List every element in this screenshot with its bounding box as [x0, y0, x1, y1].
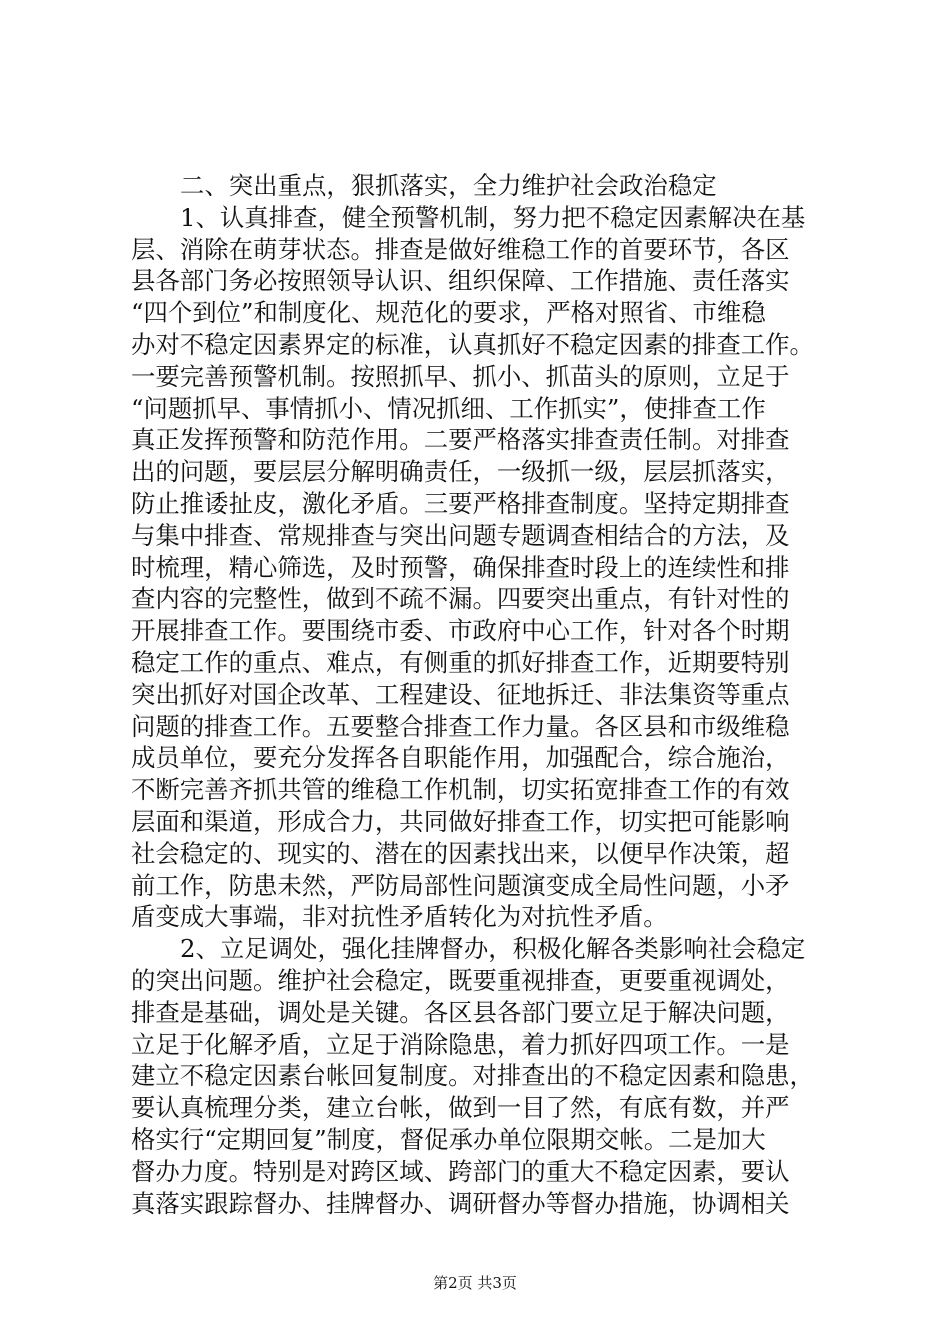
- text-line: 稳定工作的重点、难点，有侧重的抓好排查工作，近期要特别: [131, 647, 790, 677]
- text-line: 查内容的完整性，做到不疏不漏。四要突出重点，有针对性的: [131, 584, 790, 614]
- text-line: 2、立足调处，强化挂牌督办，积极化解各类影响社会稳定: [180, 934, 806, 964]
- text-line: 要认真梳理分类，建立台帐，做到一目了然，有底有数，并严: [131, 1093, 790, 1123]
- text-line: 防止推诿扯皮，激化矛盾。三要严格排查制度。坚持定期排查: [131, 488, 790, 518]
- text-line: 立足于化解矛盾，立足于消除隐患，着力抓好四项工作。一是: [131, 1029, 790, 1059]
- paragraph-1: [131, 202, 827, 933]
- text-line: 1、认真排查，健全预警机制，努力把不稳定因素解决在基: [180, 202, 806, 232]
- text-line: 问题的排查工作。五要整合排查工作力量。各区县和市级维稳: [131, 711, 790, 741]
- text-line: 开展排查工作。要围绕市委、市政府中心工作，针对各个时期: [131, 616, 790, 646]
- document-body: [131, 170, 827, 1219]
- text-line: 前工作，防患未然，严防局部性问题演变成全局性问题，小矛: [131, 870, 790, 900]
- text-line: 层面和渠道，形成合力，共同做好排查工作，切实把可能影响: [131, 806, 790, 836]
- section-heading: 二、突出重点，狠抓落实，全力维护社会政治稳定: [180, 171, 717, 200]
- text-line: 真正发挥预警和防范作用。二要严格落实排查责任制。对排查: [131, 425, 790, 455]
- text-line: 格实行“定期回复”制度，督促承办单位限期交帐。二是加大: [131, 1124, 766, 1154]
- text-line: “问题抓早、事情抓小、情况抓细、工作抓实”，使排查工作: [131, 393, 766, 423]
- text-line: 成员单位，要充分发挥各自职能作用，加强配合，综合施治，: [131, 743, 790, 773]
- text-line: 时梳理，精心筛选，及时预警，确保排查时段上的连续性和排: [131, 552, 790, 582]
- text-line: 社会稳定的、现实的、潜在的因素找出来，以便早作决策，超: [131, 838, 790, 868]
- text-line: 出的问题，要层层分解明确责任，一级抓一级，层层抓落实，: [131, 457, 790, 487]
- text-line: “四个到位”和制度化、规范化的要求，严格对照省、市维稳: [131, 298, 766, 328]
- paragraph-2: [131, 933, 827, 1219]
- text-line: 突出抓好对国企改革、工程建设、征地拆迁、非法集资等重点: [131, 679, 790, 709]
- text-line: 建立不稳定因素台帐回复制度。对排查出的不稳定因素和隐患，: [131, 1061, 814, 1091]
- text-line: 排查是基础，调处是关键。各区县各部门要立足于解决问题，: [131, 997, 790, 1027]
- text-line: 真落实跟踪督办、挂牌督办、调研督办等督办措施，协调相关: [131, 1188, 790, 1218]
- text-line: 与集中排查、常规排查与突出问题专题调查相结合的方法，及: [131, 520, 790, 550]
- text-line: 办对不稳定因素界定的标准，认真抓好不稳定因素的排查工作。: [131, 329, 814, 359]
- text-line: 盾变成大事端，非对抗性矛盾转化为对抗性矛盾。: [131, 902, 668, 932]
- text-line: 不断完善齐抓共管的维稳工作机制，切实拓宽排查工作的有效: [131, 775, 790, 805]
- text-line: 督办力度。特别是对跨区域、跨部门的重大不稳定因素，要认: [131, 1156, 790, 1186]
- text-line: 县各部门务必按照领导认识、组织保障、工作措施、责任落实: [131, 266, 790, 296]
- text-line: 的突出问题。维护社会稳定，既要重视排查，更要重视调处，: [131, 965, 790, 995]
- text-line: 一要完善预警机制。按照抓早、抓小、抓苗头的原则，立足于: [131, 361, 790, 391]
- text-line: 层、消除在萌芽状态。排查是做好维稳工作的首要环节，各区: [131, 234, 790, 264]
- page-footer: 第2页 共3页: [433, 1274, 517, 1292]
